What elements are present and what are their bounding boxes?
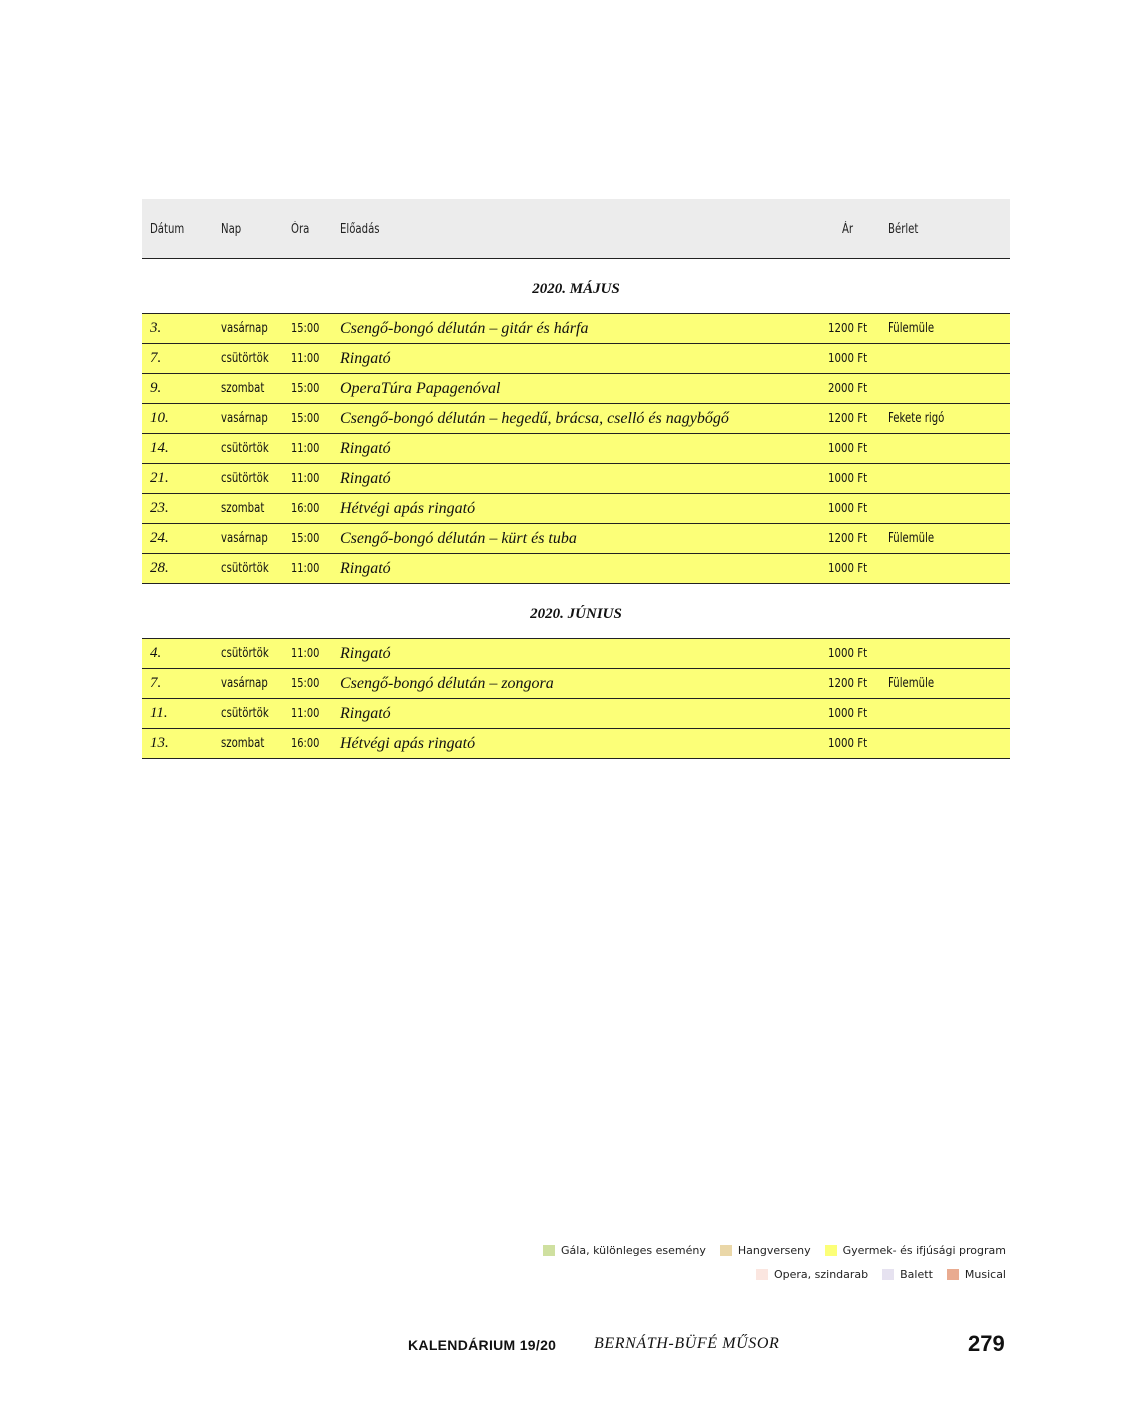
cell-price: 1000 Ft [828, 736, 868, 750]
cell-day: vasárnap [221, 531, 268, 546]
month-heading: 2020. MÁJUS [142, 259, 1010, 314]
cell-price: 1200 Ft [828, 321, 868, 335]
legend-swatch [720, 1245, 732, 1256]
cell-price: 1200 Ft [828, 676, 868, 690]
header-day: Nap [221, 222, 242, 237]
cell-title: Csengő-bongó délután – hegedű, brácsa, cselló és nagybőgő [340, 410, 729, 427]
cell-date: 14. [150, 440, 169, 456]
cell-date: 4. [150, 645, 162, 661]
cell-price: 1000 Ft [828, 351, 868, 365]
cell-day: csütörtök [221, 706, 269, 721]
cell-title: Ringató [340, 470, 391, 487]
cell-day: szombat [221, 381, 265, 396]
cell-day: vasárnap [221, 411, 268, 426]
cell-time: 15:00 [291, 676, 320, 690]
cell-price: 1000 Ft [828, 441, 868, 455]
legend-label: Hangverseny [737, 1244, 811, 1257]
footer-brand: KALENDÁRIUM 19/20 [408, 1337, 557, 1353]
legend-item [825, 1244, 1006, 1257]
table-row [142, 669, 1010, 699]
cell-price: 1000 Ft [828, 561, 868, 575]
legend-swatch [882, 1269, 894, 1280]
cell-title: Csengő-bongó délután – gitár és hárfa [340, 320, 589, 337]
cell-date: 10. [150, 410, 169, 426]
months-container [142, 259, 1010, 759]
legend-item [720, 1244, 811, 1257]
table-row [142, 314, 1010, 344]
cell-day: szombat [221, 501, 265, 516]
cell-day: csütörtök [221, 561, 269, 576]
table-row [142, 464, 1010, 494]
cell-time: 11:00 [291, 441, 320, 455]
cell-time: 15:00 [291, 531, 320, 545]
table-row [142, 494, 1010, 524]
page-footer [0, 1333, 1123, 1357]
header-time: Óra [291, 222, 310, 237]
table-row [142, 434, 1010, 464]
cell-time: 16:00 [291, 501, 320, 515]
month-heading: 2020. JÚNIUS [142, 584, 1010, 639]
cell-day: vasárnap [221, 676, 268, 691]
cell-title: Csengő-bongó délután – zongora [340, 675, 554, 692]
legend-swatch [543, 1245, 555, 1256]
cell-date: 24. [150, 530, 169, 546]
cell-time: 15:00 [291, 381, 320, 395]
cell-subscription: Fekete rigó [888, 411, 945, 426]
legend-swatch [947, 1269, 959, 1280]
cell-date: 23. [150, 500, 169, 516]
cell-time: 15:00 [291, 321, 320, 335]
cell-subscription: Fülemüle [888, 321, 935, 336]
cell-price: 1200 Ft [828, 411, 868, 425]
cell-day: csütörtök [221, 471, 269, 486]
legend-row-1 [543, 1244, 1006, 1257]
footer-section: BERNÁTH-BÜFÉ MŰSOR [594, 1335, 780, 1352]
cell-title: Ringató [340, 705, 391, 722]
table-row [142, 344, 1010, 374]
cell-title: Csengő-bongó délután – kürt és tuba [340, 530, 577, 547]
legend-label: Musical [964, 1268, 1006, 1281]
legend-swatch [756, 1269, 768, 1280]
table-row [142, 639, 1010, 669]
cell-date: 13. [150, 735, 169, 751]
table-row [142, 554, 1010, 584]
table-row [142, 404, 1010, 434]
cell-time: 11:00 [291, 471, 320, 485]
table-header [142, 199, 1010, 259]
table-row [142, 524, 1010, 554]
cell-subscription: Fülemüle [888, 531, 935, 546]
cell-time: 15:00 [291, 411, 320, 425]
header-date: Dátum [150, 222, 185, 237]
cell-title: Hétvégi apás ringató [340, 735, 476, 752]
cell-price: 2000 Ft [828, 381, 868, 395]
cell-title: Hétvégi apás ringató [340, 500, 476, 517]
cell-time: 16:00 [291, 736, 320, 750]
legend-label: Balett [900, 1268, 933, 1281]
cell-price: 1000 Ft [828, 471, 868, 485]
cell-title: Ringató [340, 645, 391, 662]
legend-item [543, 1244, 706, 1257]
cell-date: 28. [150, 560, 169, 576]
cell-date: 11. [150, 705, 168, 721]
header-price: Ár [842, 222, 854, 237]
table-row [142, 699, 1010, 729]
cell-title: Ringató [340, 350, 391, 367]
header-subscription: Bérlet [888, 222, 919, 237]
legend-item [756, 1268, 868, 1281]
cell-time: 11:00 [291, 561, 320, 575]
cell-date: 3. [150, 320, 162, 336]
table-row [142, 729, 1010, 759]
legend-label: Gála, különleges esemény [561, 1244, 706, 1257]
cell-day: csütörtök [221, 441, 269, 456]
legend-item [947, 1268, 1006, 1281]
cell-day: csütörtök [221, 351, 269, 366]
cell-day: vasárnap [221, 321, 268, 336]
cell-day: csütörtök [221, 646, 269, 661]
cell-title: OperaTúra Papagenóval [340, 380, 501, 397]
cell-price: 1200 Ft [828, 531, 868, 545]
cell-title: Ringató [340, 440, 391, 457]
cell-subscription: Fülemüle [888, 676, 935, 691]
cell-date: 7. [150, 675, 162, 691]
legend-swatch [825, 1245, 837, 1256]
cell-time: 11:00 [291, 351, 320, 365]
page-number: 279 [968, 1331, 1005, 1356]
legend-label: Opera, szindarab [773, 1268, 869, 1281]
cell-price: 1000 Ft [828, 501, 868, 515]
cell-day: szombat [221, 736, 265, 751]
legend-item [882, 1268, 933, 1281]
program-table [142, 199, 1010, 759]
legend-label: Gyermek- és ifjúsági program [842, 1244, 1006, 1257]
cell-price: 1000 Ft [828, 706, 868, 720]
cell-date: 21. [150, 470, 169, 486]
cell-date: 9. [150, 380, 162, 396]
cell-date: 7. [150, 350, 162, 366]
legend-row-2 [756, 1268, 1006, 1281]
table-row [142, 374, 1010, 404]
header-title: Előadás [340, 222, 380, 237]
cell-time: 11:00 [291, 706, 320, 720]
cell-price: 1000 Ft [828, 646, 868, 660]
cell-title: Ringató [340, 560, 391, 577]
cell-time: 11:00 [291, 646, 320, 660]
